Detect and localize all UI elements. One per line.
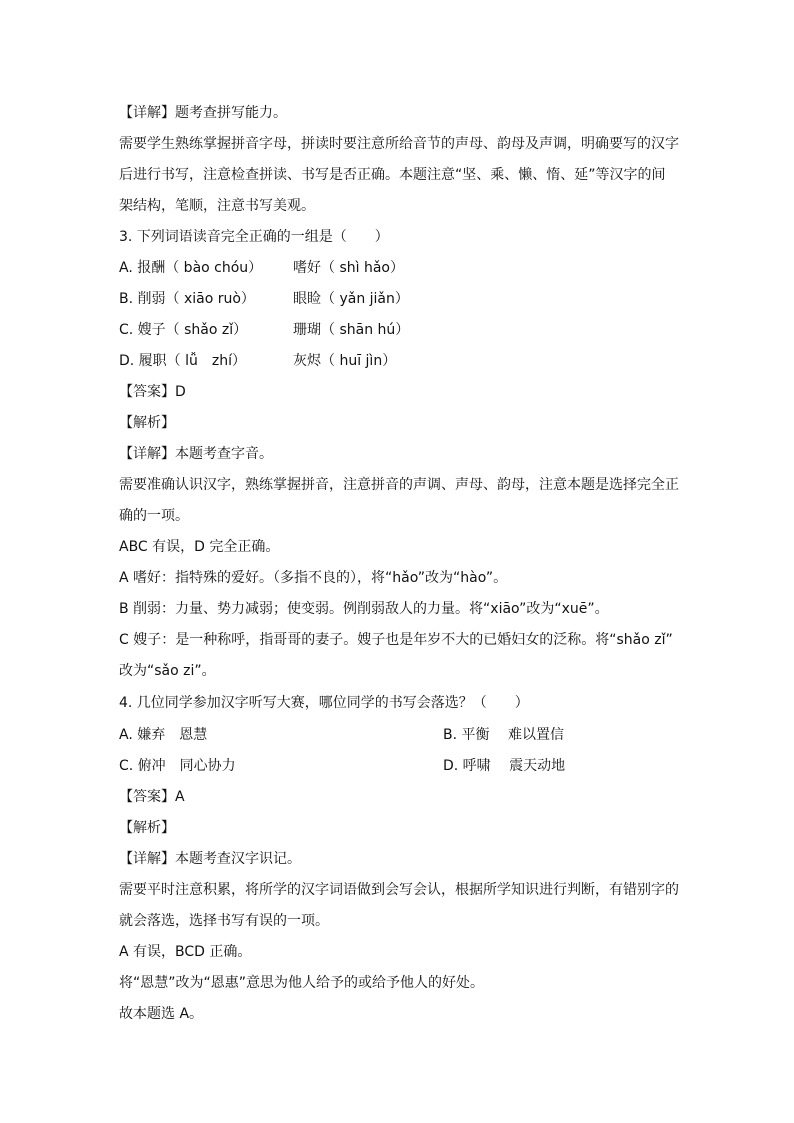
explanation-line: 确的一项。 [119,508,189,524]
option-d: D. 呼啸 震天动地 [443,758,566,774]
explanation-line: 架结构，笔顺，注意书写美观。 [119,198,315,214]
option-c: C. 俯冲 同心协力 [119,758,236,774]
analysis-heading-4: 【解析】 [119,820,175,836]
explanation-line: ABC 有误，D 完全正确。 [119,539,280,555]
option-d-left: D. 履职（ lǚ zhí） [119,353,247,369]
explanation-line: 改为“sǎo zi”。 [119,663,216,679]
detail-heading-4: 【详解】本题考查汉字识记。 [119,851,301,867]
detail-heading-1: 【详解】题考查拼写能力。 [119,105,287,121]
explanation-line: A 嗜好：指特殊的爱好。（多指不良的），将“hǎo”改为“hào”。 [119,570,508,586]
option-a-left: A. 报酬（ bào chóu） [119,260,263,276]
option-b-left: B. 削弱（ xiāo ruò） [119,291,255,307]
option-b: B. 平衡 难以置信 [443,727,564,743]
explanation-line: 就会落选，选择书写有误的一项。 [119,913,329,929]
explanation-line: 需要学生熟练掌握拼音字母，拼读时要注意所给音节的声母、韵母及声调，明确要写的汉字 [119,136,679,152]
explanation-line: 后进行书写，注意检查拼读、书写是否正确。本题注意“坚、乘、懒、惰、延”等汉字的间 [119,167,666,183]
option-d-right: 灰烬（ huī jìn） [293,353,397,369]
question-4: 4. 几位同学参加汉字听写大赛，哪位同学的书写会落选？（ ） [119,695,529,711]
explanation-line: 故本题选 A。 [119,1006,204,1022]
option-a-right: 嗜好（ shì hǎo） [293,260,404,276]
detail-heading-3: 【详解】本题考查字音。 [119,446,273,462]
option-a: A. 嫌弃 恩慧 [119,727,208,743]
analysis-heading-3: 【解析】 [119,415,175,431]
question-3: 3. 下列词语读音完全正确的一组是（ ） [119,229,389,245]
explanation-line: 将“恩慧”改为“恩惠”意思为他人给予的或给予他人的好处。 [119,975,485,991]
explanation-line: A 有误，BCD 正确。 [119,944,252,960]
explanation-line: 需要平时注意积累，将所学的汉字词语做到会写会认，根据所学知识进行判断，有错别字的 [119,882,679,898]
option-b-right: 眼睑（ yǎn jiǎn） [293,291,409,307]
explanation-line: B 削弱：力量、势力减弱；使变弱。例削弱敌人的力量。将“xiāo”改为“xuē”。 [119,601,609,617]
explanation-line: 需要准确认识汉字，熟练掌握拼音，注意拼音的声调、声母、韵母，注意本题是选择完全正 [119,477,679,493]
option-c-left: C. 嫂子（ shǎo zǐ） [119,322,248,338]
answer-4: 【答案】A [119,789,185,805]
option-c-right: 珊瑚（ shān hú） [293,322,410,338]
answer-3: 【答案】D [119,384,186,400]
explanation-line: C 嫂子：是一种称呼，指哥哥的妻子。嫂子也是年岁不大的已婚妇女的泛称。将“shǎo zǐ” [119,632,673,648]
